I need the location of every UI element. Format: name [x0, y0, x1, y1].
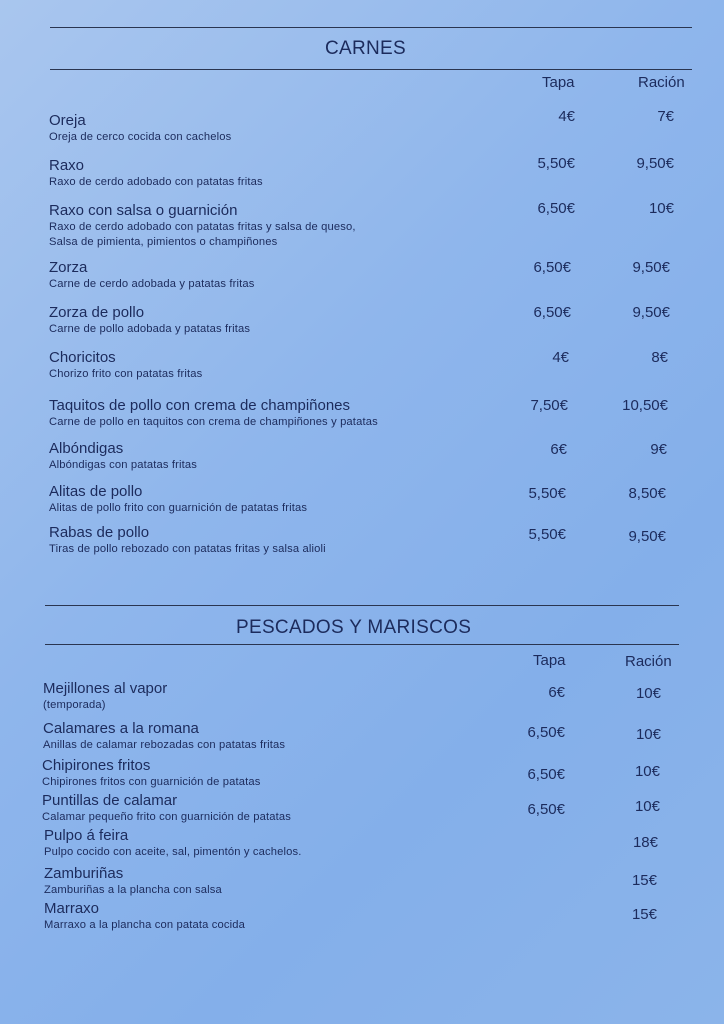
item-description: Carne de pollo adobada y patatas fritas — [49, 323, 251, 335]
item-description: Carne de pollo en taquitos con crema de champiñones y patatas — [49, 416, 378, 428]
divider — [50, 27, 692, 28]
price-tapa: 7,50€ — [530, 397, 568, 414]
menu-item — [49, 157, 263, 190]
price-racion: 15€ — [631, 872, 657, 889]
section-title-pescados: PESCADOS Y MARISCOS — [236, 617, 472, 638]
item-name: Albóndigas — [49, 440, 124, 457]
price-tapa: 5,50€ — [528, 526, 566, 543]
menu-item — [49, 397, 378, 430]
column-header-tapa: Tapa — [533, 652, 566, 669]
item-description: Raxo de cerdo adobado con patatas fritas y salsa de queso, — [49, 221, 356, 233]
price-tapa: 6€ — [548, 684, 565, 701]
price-tapa: 6,50€ — [527, 724, 565, 741]
item-name: Puntillas de calamar — [42, 792, 178, 809]
menu-item — [43, 680, 167, 713]
item-name: Mejillones al vapor — [43, 680, 168, 697]
item-name: Pulpo á feira — [44, 827, 129, 844]
item-name: Marraxo — [44, 900, 100, 917]
item-description: Anillas de calamar rebozadas con patatas fritas — [43, 739, 286, 751]
item-description: Calamar pequeño frito con guarnición de patatas — [42, 811, 291, 823]
item-name: Raxo — [49, 157, 85, 174]
item-name: Choricitos — [49, 349, 116, 366]
menu-item — [49, 483, 307, 516]
menu-item — [49, 112, 231, 145]
item-description: Tiras de pollo rebozado con patatas fritas y salsa alioli — [49, 543, 326, 555]
price-racion: 7€ — [657, 108, 674, 125]
column-header-racion: Ración — [625, 653, 672, 670]
price-racion: 10€ — [635, 685, 661, 702]
price-tapa: 6,50€ — [527, 801, 565, 818]
price-racion: 10€ — [634, 763, 660, 780]
price-racion: 8,50€ — [628, 485, 666, 502]
price-racion: 10€ — [635, 726, 661, 743]
menu-item — [44, 865, 222, 898]
item-name: Calamares a la romana — [43, 720, 199, 737]
item-name: Chipirones fritos — [42, 757, 151, 774]
price-racion: 9€ — [650, 441, 667, 458]
item-description: Chorizo frito con patatas fritas — [49, 368, 203, 380]
price-racion: 10€ — [634, 798, 660, 815]
price-racion: 10,50€ — [622, 397, 668, 414]
menu-item — [44, 827, 302, 860]
price-racion: 9,50€ — [632, 259, 670, 276]
item-description: Alitas de pollo frito con guarnición de patatas fritas — [49, 502, 308, 514]
price-racion: 9,50€ — [628, 528, 666, 545]
item-description: Pulpo cocido con aceite, sal, pimentón y cachelos. — [44, 846, 302, 858]
menu-item — [49, 440, 197, 473]
menu-item — [49, 524, 326, 557]
price-racion: 10€ — [648, 200, 674, 217]
menu-item — [42, 792, 291, 825]
divider — [45, 644, 679, 645]
item-name: Rabas de pollo — [49, 524, 150, 541]
menu-item — [49, 349, 202, 382]
item-name: Alitas de pollo — [49, 483, 143, 500]
menu-item — [49, 304, 250, 337]
price-tapa: 5,50€ — [537, 155, 575, 172]
section-title-carnes: CARNES — [325, 38, 406, 59]
item-name: Zamburiñas — [44, 865, 124, 882]
item-name: Zorza — [49, 259, 88, 276]
item-description: Chipirones fritos con guarnición de patatas — [42, 776, 261, 788]
item-description-line-2: Salsa de pimienta, pimientos o champiñones — [49, 236, 278, 248]
item-description: Raxo de cerdo adobado con patatas fritas — [49, 176, 263, 188]
item-description: Marraxo a la plancha con patata cocida — [44, 919, 245, 931]
item-name: Oreja — [49, 112, 86, 129]
column-header-tapa: Tapa — [542, 74, 575, 91]
price-racion: 9,50€ — [636, 155, 674, 172]
price-racion: 9,50€ — [632, 304, 670, 321]
menu-item — [49, 259, 255, 292]
price-racion: 15€ — [631, 906, 657, 923]
item-name: Taquitos de pollo con crema de champiñones — [49, 397, 351, 414]
price-racion: 8€ — [651, 349, 668, 366]
price-tapa: 6€ — [550, 441, 567, 458]
column-header-racion: Ración — [638, 74, 685, 91]
price-tapa: 6,50€ — [533, 304, 571, 321]
price-tapa: 6,50€ — [537, 200, 575, 217]
divider — [45, 605, 679, 606]
menu-item — [42, 757, 261, 790]
item-description: Albóndigas con patatas fritas — [49, 459, 198, 471]
item-description: Oreja de cerco cocida con cachelos — [49, 131, 232, 143]
item-name: Raxo con salsa o guarnición — [49, 202, 238, 219]
item-name: Zorza de pollo — [49, 304, 145, 321]
price-tapa: 6,50€ — [533, 259, 571, 276]
price-tapa: 5,50€ — [528, 485, 566, 502]
menu-item — [44, 900, 245, 933]
item-description: Carne de cerdo adobada y patatas fritas — [49, 278, 255, 290]
item-description: Zamburiñas a la plancha con salsa — [44, 884, 222, 896]
menu-item — [43, 720, 285, 753]
price-racion: 18€ — [632, 834, 658, 851]
menu-item — [49, 202, 356, 250]
price-tapa: 4€ — [552, 349, 569, 366]
price-tapa: 4€ — [558, 108, 575, 125]
price-tapa: 6,50€ — [527, 766, 565, 783]
item-description: (temporada) — [43, 699, 106, 711]
divider — [50, 69, 692, 70]
